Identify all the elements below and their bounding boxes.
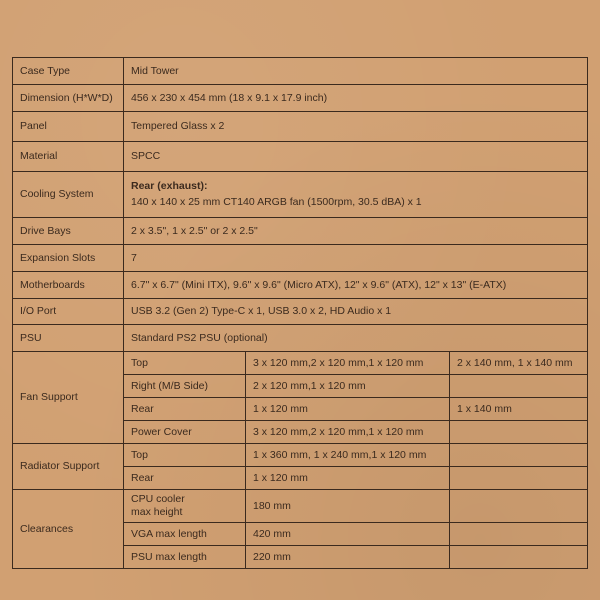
spec-row-case-type bbox=[13, 58, 588, 85]
spec-row-panel bbox=[13, 112, 588, 142]
clearance-empty-cell bbox=[450, 546, 588, 569]
fan-size-140: 1 x 140 mm bbox=[450, 398, 588, 421]
spec-label: Motherboards bbox=[13, 272, 124, 299]
fan-position: Power Cover bbox=[124, 421, 246, 444]
spec-value: 2 x 3.5", 1 x 2.5" or 2 x 2.5" bbox=[124, 218, 588, 245]
spec-label: PSU bbox=[13, 325, 124, 352]
fan-position: Rear bbox=[124, 398, 246, 421]
spec-row-drive-bays bbox=[13, 218, 588, 245]
spec-value bbox=[124, 172, 588, 218]
fan-position: Right (M/B Side) bbox=[124, 375, 246, 398]
spec-value: USB 3.2 (Gen 2) Type-C x 1, USB 3.0 x 2, HD Audio x 1 bbox=[124, 299, 588, 325]
spec-label: Case Type bbox=[13, 58, 124, 85]
radiator-position: Top bbox=[124, 444, 246, 467]
radiator-value: 1 x 120 mm bbox=[246, 467, 450, 490]
spec-value: 7 bbox=[124, 245, 588, 272]
clearance-row bbox=[13, 490, 588, 523]
radiator-position: Rear bbox=[124, 467, 246, 490]
fan-support-label: Fan Support bbox=[13, 352, 124, 444]
fan-support-row bbox=[13, 352, 588, 375]
spec-value: 6.7" x 6.7" (Mini ITX), 9.6" x 9.6" (Micro ATX), 12" x 9.6" (ATX), 12" x 13" (E-ATX) bbox=[124, 272, 588, 299]
spec-label: Material bbox=[13, 142, 124, 172]
fan-size-140 bbox=[450, 375, 588, 398]
cooling-value: 140 x 140 x 25 mm CT140 ARGB fan (1500rpm, 30.5 dBA) x 1 bbox=[131, 196, 422, 208]
spec-row-expansion-slots bbox=[13, 245, 588, 272]
spec-value: Standard PS2 PSU (optional) bbox=[124, 325, 588, 352]
spec-label: Drive Bays bbox=[13, 218, 124, 245]
clearance-value: 420 mm bbox=[246, 523, 450, 546]
spec-row-dimension bbox=[13, 85, 588, 112]
clearance-empty-cell bbox=[450, 490, 588, 523]
radiator-empty-cell bbox=[450, 444, 588, 467]
radiator-support-row bbox=[13, 444, 588, 467]
clearance-value: 180 mm bbox=[246, 490, 450, 523]
spec-label: Cooling System bbox=[13, 172, 124, 218]
radiator-empty-cell bbox=[450, 467, 588, 490]
fan-size-120: 3 x 120 mm,2 x 120 mm,1 x 120 mm bbox=[246, 421, 450, 444]
clearance-empty-cell bbox=[450, 523, 588, 546]
radiator-support-label: Radiator Support bbox=[13, 444, 124, 490]
clearance-item: CPU cooler max height bbox=[124, 490, 246, 523]
fan-position: Top bbox=[124, 352, 246, 375]
spec-value: 456 x 230 x 454 mm (18 x 9.1 x 17.9 inch) bbox=[124, 85, 588, 112]
spec-label: I/O Port bbox=[13, 299, 124, 325]
clearance-item: PSU max length bbox=[124, 546, 246, 569]
spec-value: Mid Tower bbox=[124, 58, 588, 85]
fan-size-140 bbox=[450, 421, 588, 444]
fan-size-120: 1 x 120 mm bbox=[246, 398, 450, 421]
spec-label: Expansion Slots bbox=[13, 245, 124, 272]
radiator-value: 1 x 360 mm, 1 x 240 mm,1 x 120 mm bbox=[246, 444, 450, 467]
spec-row-material bbox=[13, 142, 588, 172]
spec-row-psu bbox=[13, 325, 588, 352]
fan-size-120: 3 x 120 mm,2 x 120 mm,1 x 120 mm bbox=[246, 352, 450, 375]
spec-label: Dimension (H*W*D) bbox=[13, 85, 124, 112]
clearance-value: 220 mm bbox=[246, 546, 450, 569]
spec-label: Panel bbox=[13, 112, 124, 142]
fan-size-140: 2 x 140 mm, 1 x 140 mm bbox=[450, 352, 588, 375]
spec-row-motherboards bbox=[13, 272, 588, 299]
fan-size-120: 2 x 120 mm,1 x 120 mm bbox=[246, 375, 450, 398]
spec-value: SPCC bbox=[124, 142, 588, 172]
clearance-item: VGA max length bbox=[124, 523, 246, 546]
cooling-sub-label: Rear (exhaust): bbox=[131, 180, 208, 192]
spec-row-cooling-system bbox=[13, 172, 588, 218]
clearances-label: Clearances bbox=[13, 490, 124, 569]
specification-table bbox=[12, 57, 588, 569]
spec-row-io-port bbox=[13, 299, 588, 325]
spec-value: Tempered Glass x 2 bbox=[124, 112, 588, 142]
